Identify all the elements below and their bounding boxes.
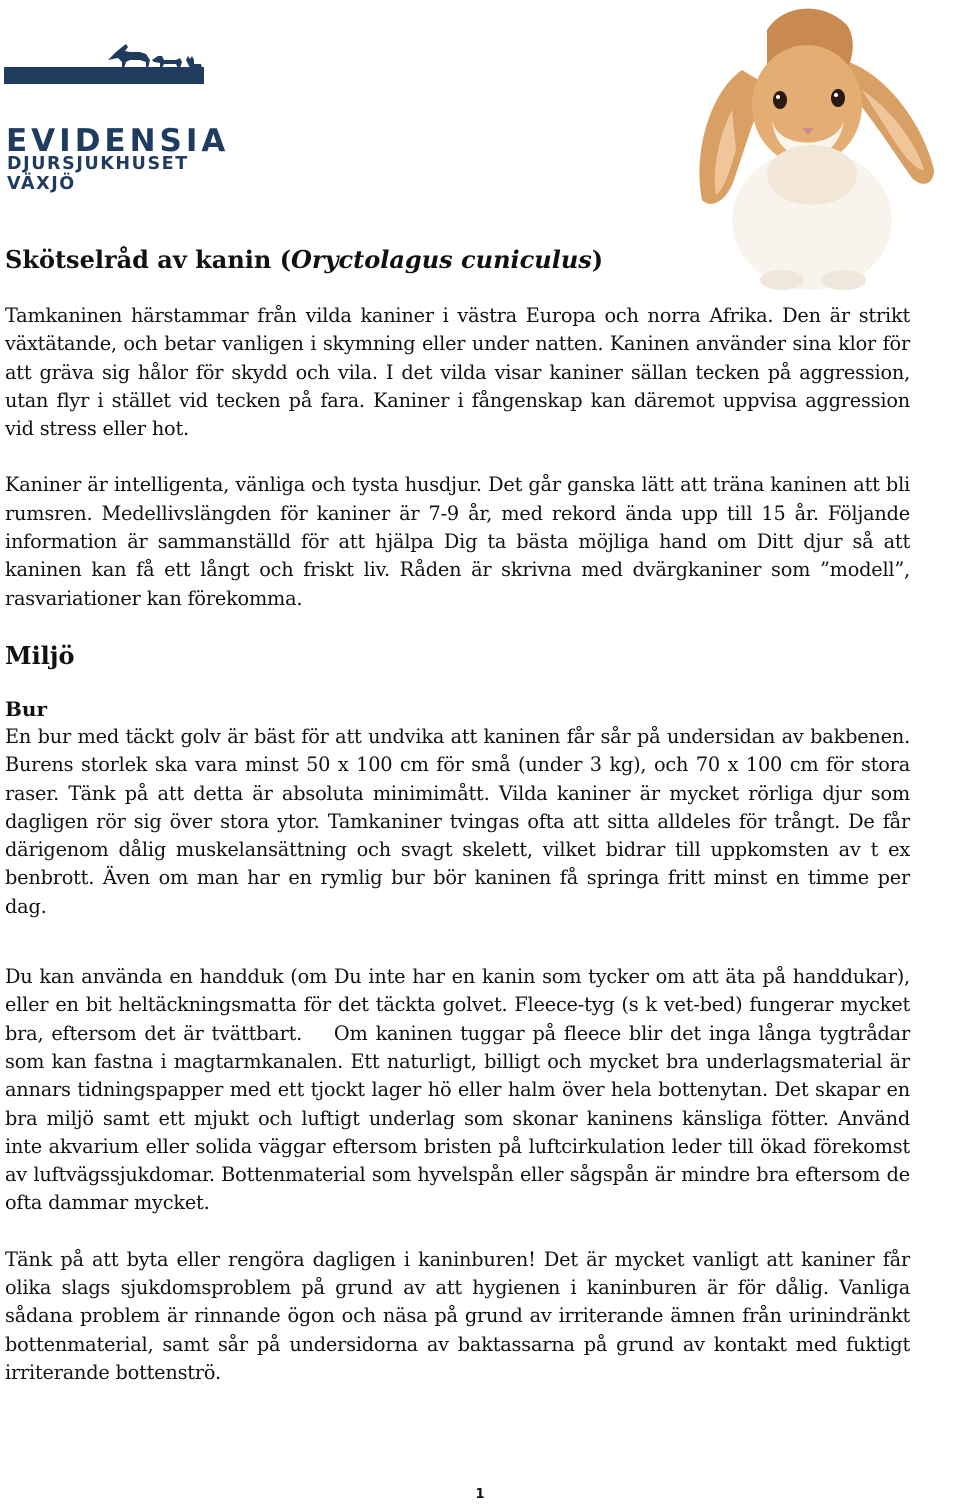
bur-paragraph-2: Du kan använda en handduk (om Du inte har en kanin som tycker om att äta på handdukar), eller en bit heltäckningsmatta för det täckta golvet. Fleece-tyg (s k vet-bed) fungerar mycket bra, eftersom det är tvättbart. Om kaninen tuggar på fleece blir det inga långa tygtrådar som kan fastna i magtarmkanalen. Ett naturligt, billigt och mycket bra underlagsmaterial är annars tidningspapper med ett tjockt lager hö eller halm över hela bottenytan. Det skapar en bra miljö samt ett mjukt och luftigt underlag som skonar kaninens känsliga fötter. Använd inte akvarium eller solida väggar eftersom bristen på luftcirkulation leder till ökad förekomst av luftvägssjukdomar. Bottenmaterial som hyvelspån eller sågspån är mindre bra eftersom de ofta dammar mycket. xyxy=(5,965,916,1215)
intro-paragraph-1: Tamkaninen härstammar från vilda kaniner i västra Europa och norra Afrika. Den är strikt växtätande, och betar vanligen i skymning eller under natten. Kaninen använder sina klor för att gräva sig hålor för skydd och vila. I det vilda visar kaniner sällan tecken på aggression, utan flyr i stället vid tecken på fara. Kaniner i fångenskap kan däremot uppvisa aggression vid stress eller hot. xyxy=(5,304,910,441)
subheading-bur: Bur xyxy=(5,696,47,721)
evidensia-logo xyxy=(4,38,230,194)
latin-name: Oryctolagus cuniculus xyxy=(291,245,592,274)
section-heading-miljo: Miljö xyxy=(5,640,75,670)
logo-line-vaxjo: VÄXJÖ xyxy=(7,174,76,194)
document-title: Skötselråd av kanin (Oryctolagus cuniculus) xyxy=(5,245,604,274)
bur-paragraph-1: En bur med täckt golv är bäst för att undvika att kaninen får sår på undersidan av bakbenen. Burens storlek ska vara minst 50 x 100 cm för små (under 3 kg), och 70 x 100 cm för stora raser. Tänk på att detta är absoluta minimimått. Vilda kaniner är mycket rörliga djur som dagligen rör sig över stora ytor. Tamkaniner tvingas ofta att sitta alldeles för trångt. De får därigenom dålig muskelansättning och svagt skelett, vilket bidrar till uppkomsten av t ex benbrott. Även om man har en rymlig bur bör kaninen få springa fritt minst en timme per dag. xyxy=(5,724,910,918)
logo-line-evidensia: EVIDENSIA xyxy=(6,123,230,159)
document-body xyxy=(5,240,916,1387)
logo-line-djursjukhuset: DJURSJUKHUSET xyxy=(7,154,189,174)
page-number: 1 xyxy=(475,1487,485,1502)
bur-paragraph-3: Tänk på att byta eller rengöra dagligen i kaninburen! Det är mycket vanligt att kaniner får olika slags sjukdomsproblem på grund av att hygienen i kaninburen är för dålig. Vanliga sådana problem är rinnande ögon och näsa på grund av irriterande ämnen från urinindränkt bottenmaterial, samt sår på undersidorna av baktassarna på grund av kontakt med fuktigt irriterande bottenströ. xyxy=(5,1247,910,1384)
animals-logo-icon xyxy=(4,38,204,84)
intro-paragraph-2: Kaniner är intelligenta, vänliga och tysta husdjur. Det går ganska lätt att träna kaninen att bli rumsren. Medellivslängden för kaniner är 7-9 år, med rekord ända upp till 15 år. Följande information är sammanställd för att hjälpa Dig ta bästa möjliga hand om Ditt djur så att kaninen kan få ett långt och friskt liv. Råden är skrivna med dvärgkaniner som ”modell”, rasvariationer kan förekomma. xyxy=(5,473,910,610)
